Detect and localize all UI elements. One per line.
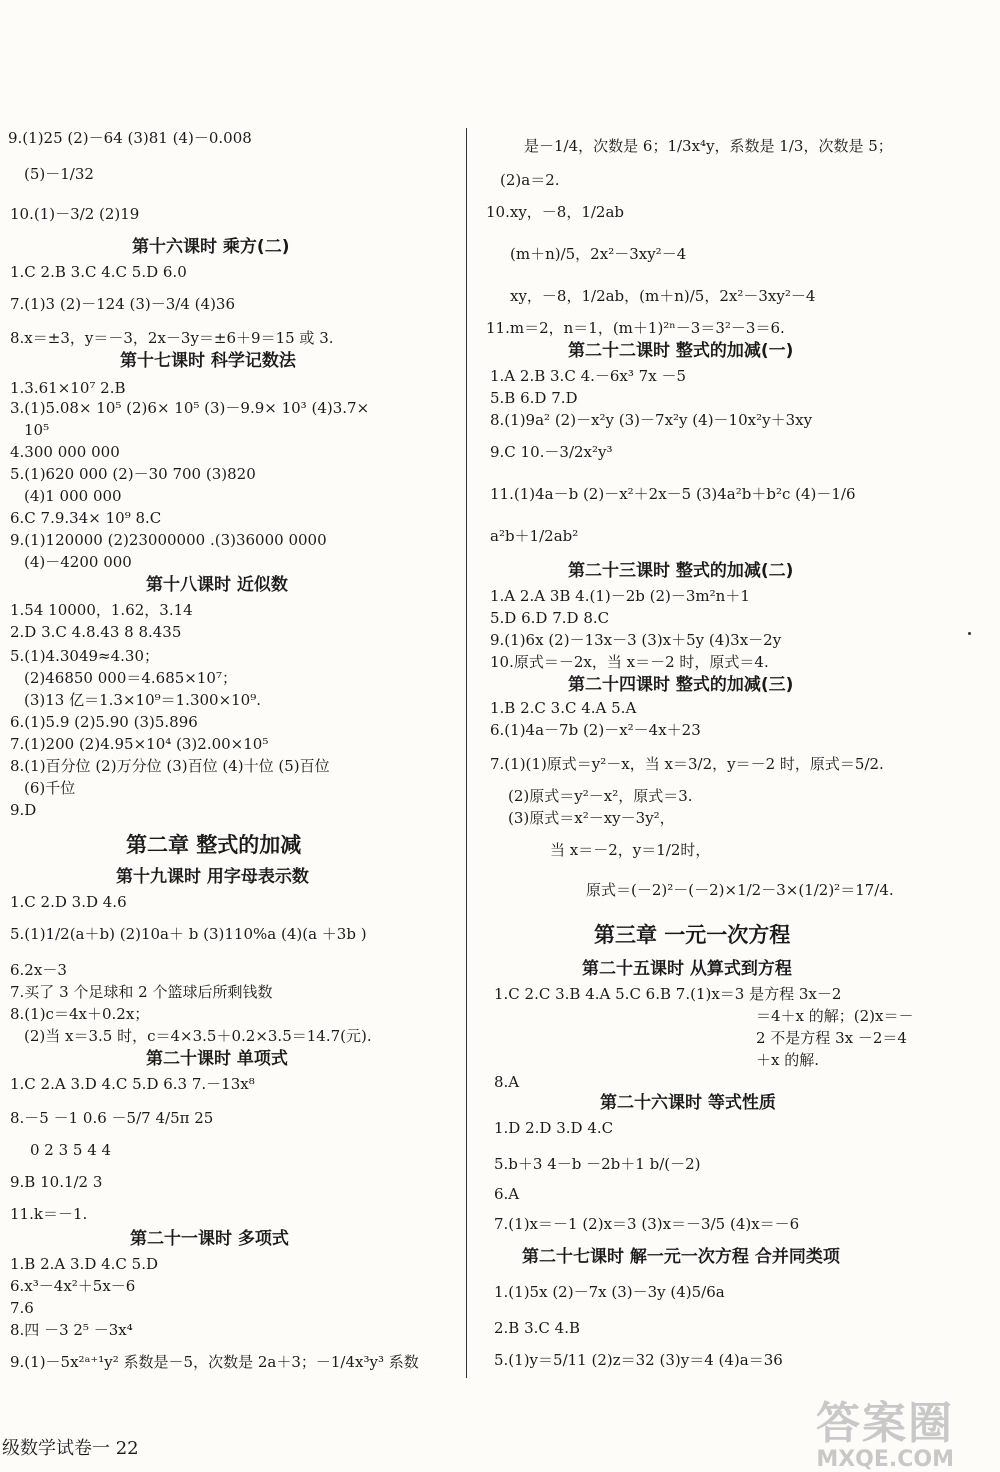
answer-line: 当 x＝－2，y＝1/2时， [550,841,711,859]
answer-line: (2)当 x＝3.5 时，c＝4×3.5＋0.2×3.5＝14.7(元). [24,1027,372,1045]
answer-line: 5.(1)4.3049≈4.30； [10,647,160,665]
answer-line: 6.x³－4x²＋5x－6 [10,1277,136,1295]
answer-line: 6.2x－3 [10,961,67,979]
column-divider [466,128,467,1378]
section-heading: 第二十五课时 从算式到方程 [582,959,792,979]
answer-line: 8.四 －3 2⁵ －3x⁴ [10,1321,133,1339]
answer-line: 9.C 10.－3/2x²y³ [490,443,613,461]
answer-line: 7.6 [10,1299,34,1317]
section-heading: 第二十二课时 整式的加减(一) [568,341,794,361]
answer-line: 5.(1)1/2(a＋b) (2)10a＋ b (3)110%a (4)(a ＋3b ) [10,925,367,943]
answer-line: 1.B 2.A 3.D 4.C 5.D [10,1255,159,1273]
answer-line: 7.(1)x＝－1 (2)x＝3 (3)x＝－3/5 (4)x＝－6 [494,1215,800,1233]
chapter-title: 第二章 整式的加减 [126,833,302,857]
answer-line: 8.(1)c＝4x＋0.2x； [10,1005,150,1023]
answer-line: (2)原式＝y²－x²，原式＝3. [508,787,693,805]
answer-line: 2.B 3.C 4.B [494,1319,580,1337]
section-heading: 第十八课时 近似数 [146,575,288,595]
answer-line: (2)a＝2. [500,171,560,189]
answer-line: (4)－4200 000 [24,553,132,571]
answer-line: 10⁵ [24,421,50,439]
answer-line: 6.A [494,1185,520,1203]
answer-line: 6.C 7.9.34× 10⁹ 8.C [10,509,162,527]
answer-line: 1.C 2.B 3.C 4.C 5.D 6.0 [10,263,187,281]
answer-line: 1.C 2.C 3.B 4.A 5.C 6.B 7.(1)x＝3 是方程 3x－2 [494,985,842,1003]
answer-line: 9.(1)－5x²ᵃ⁺¹y² 系数是－5，次数是 2a＋3；－1/4x³y³ 系数 [10,1353,419,1371]
answer-line: 5.(1)620 000 (2)－30 700 (3)820 [10,465,256,483]
answer-line: 5.B 6.D 7.D [490,389,578,407]
answer-line: 1.3.61×10⁷ 2.B [10,379,126,397]
answer-line: 6.(1)5.9 (2)5.90 (3)5.896 [10,713,198,731]
answer-line: 8.－5 －1 0.6 －5/7 4/5π 25 [10,1109,214,1127]
answer-line: 9.(1)6x (2)－13x－3 (3)x＋5y (4)3x－2y [490,631,782,649]
section-heading: 第二十四课时 整式的加减(三) [568,675,794,695]
answer-line: 1.C 2.A 3.D 4.C 5.D 6.3 7.－13x⁸ [10,1075,255,1093]
answer-line: 5.(1)y＝5/11 (2)z＝32 (3)y＝4 (4)a＝36 [494,1351,783,1369]
section-heading: 第二十三课时 整式的加减(二) [568,561,794,581]
answer-line: 9.(1)25 (2)－64 (3)81 (4)－0.008 [8,129,252,147]
section-heading: 第二十课时 单项式 [146,1049,288,1069]
answer-line: 是－1/4，次数是 6；1/3x⁴y，系数是 1/3，次数是 5； [524,137,893,155]
answer-line: (5)－1/32 [24,165,94,183]
watermark-title: 答案圈 [816,1398,954,1449]
answer-line: ＋x 的解. [756,1051,819,1069]
section-heading: 第十九课时 用字母表示数 [116,867,309,887]
answer-line: 1.A 2.B 3.C 4.－6x³ 7x －5 [490,367,686,385]
answer-line: 10.原式＝－2x，当 x＝－2 时，原式＝4. [490,653,769,671]
answer-line: (4)1 000 000 [24,487,122,505]
answer-line: xy，－8，1/2ab，(m＋n)/5，2x²－3xy²－4 [510,287,816,305]
answer-line: (6)千位 [24,779,76,797]
answer-line: 1.B 2.C 3.C 4.A 5.A [490,699,637,717]
watermark-logo [816,1400,954,1472]
answer-line: 8.A [494,1073,520,1091]
answer-line: 8.x＝±3，y＝－3，2x－3y＝±6＋9＝15 或 3. [10,329,334,347]
answer-line: 7.(1)(1)原式＝y²－x，当 x＝3/2，y＝－2 时，原式＝5/2. [490,755,884,773]
answer-line: 9.(1)120000 (2)23000000 .(3)36000 0000 [10,531,327,549]
answer-line: (m＋n)/5，2x²－3xy²－4 [510,245,687,263]
answer-line: 1.D 2.D 3.D 4.C [494,1119,614,1137]
answer-line: 1.A 2.A 3B 4.(1)－2b (2)－3m²n＋1 [490,587,750,605]
page-footer: 级数学试卷一 22 [2,1438,139,1459]
answer-line: 8.(1)9a² (2)－x²y (3)－7x²y (4)－10x²y＋3xy [490,411,813,429]
answer-line: 11.k＝－1. [10,1205,88,1223]
answer-line: (3)13 亿＝1.3×10⁹＝1.300×10⁹. [24,691,262,709]
answer-line: 2 不是方程 3x －2＝4 [756,1029,907,1047]
section-heading: 第二十六课时 等式性质 [600,1093,776,1113]
section-heading: 第二十一课时 多项式 [130,1229,289,1249]
answer-line: 原式＝(－2)²－(－2)×1/2－3×(1/2)²＝17/4. [586,881,894,899]
answer-line: 11.(1)4a－b (2)－x²＋2x－5 (3)4a²b＋b²c (4)－1/6 [490,485,856,503]
answer-line: 1.54 10000，1.62，3.14 [10,601,193,619]
answer-line: 1.(1)5x (2)－7x (3)－3y (4)5/6a [494,1283,725,1301]
answer-line: 5.D 6.D 7.D 8.C [490,609,610,627]
answer-line: 5.b＋3 4－b －2b＋1 b/(－2) [494,1155,701,1173]
chapter-title: 第三章 一元一次方程 [594,923,791,947]
answer-line: 8.(1)百分位 (2)万分位 (3)百位 (4)十位 (5)百位 [10,757,330,775]
answer-line: a²b＋1/2ab² [490,527,579,545]
answer-line: 10.(1)－3/2 (2)19 [10,205,140,223]
answer-line: ＝4＋x 的解；(2)x＝－ [756,1007,914,1025]
answer-line: 1.C 2.D 3.D 4.6 [10,893,127,911]
answer-line: 6.(1)4a－7b (2)－x²－4x＋23 [490,721,701,739]
answer-line: 0 2 3 5 4 4 [30,1141,112,1159]
answer-line: 11.m＝2，n＝1，(m＋1)²ⁿ－3＝3²－3＝6. [486,319,785,337]
section-heading: 第十七课时 科学记数法 [120,351,296,371]
answer-line: 4.300 000 000 [10,443,120,461]
answer-line: 10.xy，－8，1/2ab [486,203,625,221]
answer-line: 7.(1)200 (2)4.95×10⁴ (3)2.00×10⁵ [10,735,269,753]
answer-line: 2.D 3.C 4.8.43 8 8.435 [10,623,182,641]
section-heading: 第二十七课时 解一元一次方程 合并同类项 [522,1247,840,1267]
answer-line: (3)原式＝x²－xy－3y²， [508,809,675,827]
section-heading: 第十六课时 乘方(二) [132,237,290,257]
answer-line: 7.(1)3 (2)－124 (3)－3/4 (4)36 [10,295,236,313]
answer-line: (2)46850 000＝4.685×10⁷； [24,669,237,687]
answer-line: 7.买了 3 个足球和 2 个篮球后所剩钱数 [10,983,273,1001]
answer-line: 3.(1)5.08× 10⁵ (2)6× 10⁵ (3)－9.9× 10³ (4)3.7× [10,399,370,417]
answer-line: 9.D [10,801,37,819]
stray-dot [968,632,971,635]
watermark-url: MXQE.COM [816,1447,954,1472]
answer-line: 9.B 10.1/2 3 [10,1173,103,1191]
